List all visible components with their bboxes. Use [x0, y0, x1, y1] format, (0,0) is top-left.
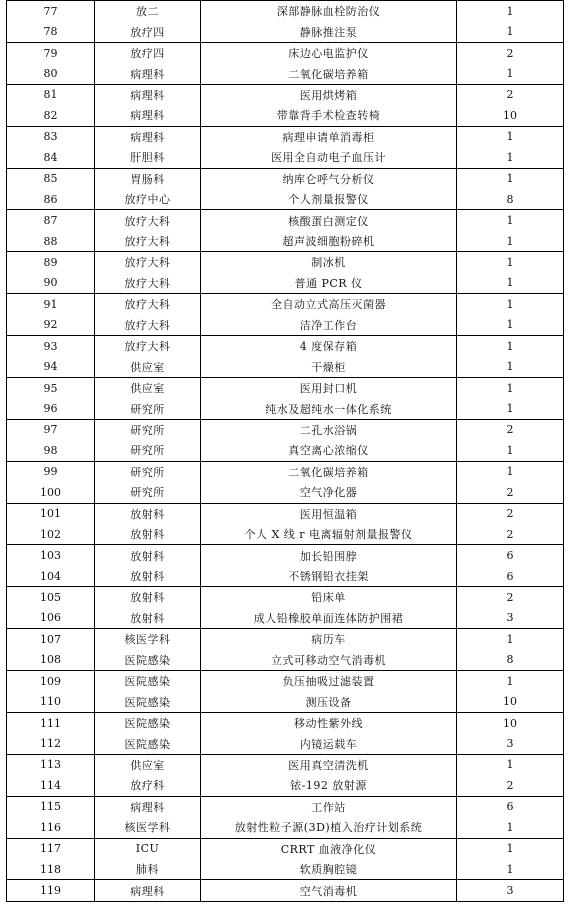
equipment-name-cell: 空气消毒机 [201, 880, 457, 901]
department-cell: 胃肠科 [95, 168, 201, 189]
department-cell: 核医学科 [95, 817, 201, 838]
quantity-cell: 1 [457, 147, 564, 168]
row-number: 115 [7, 796, 95, 817]
row-number: 84 [7, 147, 95, 168]
equipment-table [6, 0, 564, 902]
department-cell: 研究所 [95, 440, 201, 461]
equipment-name-cell: 内镜运载车 [201, 733, 457, 754]
row-number: 118 [7, 859, 95, 880]
quantity-cell: 1 [457, 440, 564, 461]
table-row [7, 126, 564, 147]
equipment-name-cell: 二氧化碳培养箱 [201, 461, 457, 482]
equipment-name-cell: 立式可移动空气消毒机 [201, 650, 457, 671]
table-row [7, 691, 564, 712]
quantity-cell: 1 [457, 377, 564, 398]
table-row [7, 294, 564, 315]
row-number: 90 [7, 273, 95, 294]
equipment-name-cell: 医用封口机 [201, 377, 457, 398]
department-cell: 放疗大科 [95, 252, 201, 273]
table-row [7, 524, 564, 545]
quantity-cell: 1 [457, 126, 564, 147]
equipment-name-cell: 医用全自动电子血压计 [201, 147, 457, 168]
table-row [7, 566, 564, 587]
row-number: 77 [7, 1, 95, 22]
equipment-name-cell: 真空离心浓缩仪 [201, 440, 457, 461]
table-row [7, 63, 564, 84]
department-cell: ICU [95, 838, 201, 859]
quantity-cell: 1 [457, 859, 564, 880]
department-cell: 肝胆科 [95, 147, 201, 168]
row-number: 88 [7, 231, 95, 252]
table-row [7, 859, 564, 880]
quantity-cell: 2 [457, 524, 564, 545]
quantity-cell: 1 [457, 671, 564, 692]
table-row [7, 796, 564, 817]
row-number: 106 [7, 608, 95, 629]
table-row [7, 419, 564, 440]
equipment-name-cell: 超声波细胞粉碎机 [201, 231, 457, 252]
table-row [7, 356, 564, 377]
department-cell: 研究所 [95, 461, 201, 482]
row-number: 86 [7, 189, 95, 210]
table-row [7, 817, 564, 838]
quantity-cell: 1 [457, 754, 564, 775]
department-cell: 放射科 [95, 503, 201, 524]
table-row [7, 754, 564, 775]
equipment-name-cell: 医用恒温箱 [201, 503, 457, 524]
quantity-cell: 1 [457, 210, 564, 231]
quantity-cell: 10 [457, 691, 564, 712]
row-number: 107 [7, 629, 95, 650]
row-number: 80 [7, 63, 95, 84]
row-number: 102 [7, 524, 95, 545]
quantity-cell: 2 [457, 42, 564, 63]
row-number: 104 [7, 566, 95, 587]
table-row [7, 838, 564, 859]
equipment-name-cell: 纯水及超纯水一体化系统 [201, 398, 457, 419]
quantity-cell: 1 [457, 817, 564, 838]
row-number: 100 [7, 482, 95, 503]
table-row [7, 42, 564, 63]
row-number: 91 [7, 294, 95, 315]
table-row [7, 105, 564, 126]
table-row [7, 168, 564, 189]
department-cell: 供应室 [95, 356, 201, 377]
department-cell: 放二 [95, 1, 201, 22]
department-cell: 病理科 [95, 880, 201, 901]
equipment-name-cell: 全自动立式高压灭菌器 [201, 294, 457, 315]
quantity-cell: 6 [457, 566, 564, 587]
quantity-cell: 2 [457, 482, 564, 503]
department-cell: 供应室 [95, 377, 201, 398]
row-number: 105 [7, 587, 95, 608]
table-row [7, 336, 564, 357]
department-cell: 放疗大科 [95, 210, 201, 231]
equipment-name-cell: 静脉推注泵 [201, 21, 457, 42]
department-cell: 放射科 [95, 524, 201, 545]
table-row [7, 733, 564, 754]
department-cell: 医院感染 [95, 733, 201, 754]
equipment-name-cell: 铅床单 [201, 587, 457, 608]
quantity-cell: 1 [457, 168, 564, 189]
table-row [7, 440, 564, 461]
equipment-table-body [7, 1, 564, 902]
equipment-name-cell: 4 度保存箱 [201, 336, 457, 357]
table-row [7, 21, 564, 42]
row-number: 89 [7, 252, 95, 273]
equipment-name-cell: 纳库仑呼气分析仪 [201, 168, 457, 189]
row-number: 93 [7, 336, 95, 357]
quantity-cell: 1 [457, 273, 564, 294]
department-cell: 核医学科 [95, 629, 201, 650]
department-cell: 病理科 [95, 105, 201, 126]
department-cell: 放射科 [95, 608, 201, 629]
equipment-name-cell: 病历车 [201, 629, 457, 650]
row-number: 94 [7, 356, 95, 377]
quantity-cell: 2 [457, 84, 564, 105]
table-row [7, 880, 564, 901]
quantity-cell: 1 [457, 315, 564, 336]
quantity-cell: 6 [457, 545, 564, 566]
equipment-name-cell: 铱-192 放射源 [201, 775, 457, 796]
row-number: 110 [7, 691, 95, 712]
equipment-name-cell: 空气净化器 [201, 482, 457, 503]
table-row [7, 503, 564, 524]
row-number: 113 [7, 754, 95, 775]
department-cell: 肺科 [95, 859, 201, 880]
department-cell: 研究所 [95, 398, 201, 419]
quantity-cell: 1 [457, 461, 564, 482]
row-number: 98 [7, 440, 95, 461]
table-row [7, 398, 564, 419]
table-row [7, 587, 564, 608]
table-row [7, 650, 564, 671]
department-cell: 医院感染 [95, 691, 201, 712]
table-row [7, 482, 564, 503]
department-cell: 放疗科 [95, 775, 201, 796]
row-number: 108 [7, 650, 95, 671]
quantity-cell: 6 [457, 796, 564, 817]
equipment-name-cell: 个人 X 线 r 电离辐射剂量报警仪 [201, 524, 457, 545]
quantity-cell: 2 [457, 419, 564, 440]
table-row [7, 315, 564, 336]
department-cell: 放疗大科 [95, 294, 201, 315]
equipment-name-cell: 负压抽吸过滤装置 [201, 671, 457, 692]
quantity-cell: 3 [457, 608, 564, 629]
quantity-cell: 1 [457, 294, 564, 315]
row-number: 116 [7, 817, 95, 838]
equipment-name-cell: 测压设备 [201, 691, 457, 712]
row-number: 85 [7, 168, 95, 189]
department-cell: 放射科 [95, 566, 201, 587]
table-row [7, 210, 564, 231]
department-cell: 放疗四 [95, 42, 201, 63]
department-cell: 病理科 [95, 63, 201, 84]
equipment-name-cell: 普通 PCR 仪 [201, 273, 457, 294]
equipment-name-cell: 移动性紫外线 [201, 712, 457, 733]
table-row [7, 461, 564, 482]
quantity-cell: 1 [457, 356, 564, 377]
quantity-cell: 10 [457, 712, 564, 733]
quantity-cell: 8 [457, 189, 564, 210]
equipment-name-cell: 加长铅围脖 [201, 545, 457, 566]
equipment-name-cell: CRRT 血液净化仪 [201, 838, 457, 859]
equipment-name-cell: 不锈钢铅衣挂架 [201, 566, 457, 587]
equipment-name-cell: 洁净工作台 [201, 315, 457, 336]
quantity-cell: 1 [457, 63, 564, 84]
quantity-cell: 1 [457, 252, 564, 273]
row-number: 97 [7, 419, 95, 440]
row-number: 111 [7, 712, 95, 733]
table-row [7, 1, 564, 22]
department-cell: 医院感染 [95, 712, 201, 733]
row-number: 78 [7, 21, 95, 42]
quantity-cell: 2 [457, 775, 564, 796]
quantity-cell: 1 [457, 231, 564, 252]
row-number: 79 [7, 42, 95, 63]
table-row [7, 189, 564, 210]
department-cell: 病理科 [95, 84, 201, 105]
table-row [7, 545, 564, 566]
department-cell: 医院感染 [95, 671, 201, 692]
table-row [7, 629, 564, 650]
equipment-name-cell: 软质胸腔镜 [201, 859, 457, 880]
row-number: 101 [7, 503, 95, 524]
row-number: 119 [7, 880, 95, 901]
equipment-name-cell: 二氧化碳培养箱 [201, 63, 457, 84]
table-row [7, 147, 564, 168]
equipment-name-cell: 干燥柜 [201, 356, 457, 377]
equipment-name-cell: 床边心电监护仪 [201, 42, 457, 63]
row-number: 92 [7, 315, 95, 336]
equipment-name-cell: 二孔水浴锅 [201, 419, 457, 440]
quantity-cell: 8 [457, 650, 564, 671]
equipment-name-cell: 放射性粒子源(3D)植入治疗计划系统 [201, 817, 457, 838]
department-cell: 放疗大科 [95, 315, 201, 336]
equipment-name-cell: 带靠背手术检查转椅 [201, 105, 457, 126]
quantity-cell: 1 [457, 336, 564, 357]
equipment-name-cell: 医用真空清洗机 [201, 754, 457, 775]
row-number: 87 [7, 210, 95, 231]
department-cell: 病理科 [95, 796, 201, 817]
row-number: 109 [7, 671, 95, 692]
quantity-cell: 3 [457, 880, 564, 901]
row-number: 99 [7, 461, 95, 482]
row-number: 114 [7, 775, 95, 796]
equipment-name-cell: 成人铅橡胶单面连体防护围裙 [201, 608, 457, 629]
row-number: 95 [7, 377, 95, 398]
row-number: 112 [7, 733, 95, 754]
equipment-name-cell: 个人剂量报警仪 [201, 189, 457, 210]
equipment-name-cell: 医用烘烤箱 [201, 84, 457, 105]
table-row [7, 231, 564, 252]
department-cell: 放疗大科 [95, 336, 201, 357]
row-number: 81 [7, 84, 95, 105]
department-cell: 病理科 [95, 126, 201, 147]
row-number: 117 [7, 838, 95, 859]
department-cell: 放疗四 [95, 21, 201, 42]
quantity-cell: 10 [457, 105, 564, 126]
table-row [7, 377, 564, 398]
quantity-cell: 1 [457, 398, 564, 419]
quantity-cell: 2 [457, 587, 564, 608]
department-cell: 放疗中心 [95, 189, 201, 210]
equipment-name-cell: 核酸蛋白测定仪 [201, 210, 457, 231]
department-cell: 研究所 [95, 482, 201, 503]
department-cell: 医院感染 [95, 650, 201, 671]
equipment-name-cell: 制冰机 [201, 252, 457, 273]
quantity-cell: 1 [457, 838, 564, 859]
table-row [7, 252, 564, 273]
table-row [7, 84, 564, 105]
quantity-cell: 2 [457, 503, 564, 524]
quantity-cell: 1 [457, 629, 564, 650]
quantity-cell: 3 [457, 733, 564, 754]
equipment-name-cell: 工作站 [201, 796, 457, 817]
table-row [7, 273, 564, 294]
department-cell: 放疗大科 [95, 273, 201, 294]
equipment-name-cell: 病理申请单消毒柜 [201, 126, 457, 147]
department-cell: 放射科 [95, 545, 201, 566]
row-number: 96 [7, 398, 95, 419]
department-cell: 供应室 [95, 754, 201, 775]
table-row [7, 608, 564, 629]
table-row [7, 712, 564, 733]
table-row [7, 671, 564, 692]
department-cell: 放疗大科 [95, 231, 201, 252]
department-cell: 放射科 [95, 587, 201, 608]
row-number: 83 [7, 126, 95, 147]
table-row [7, 775, 564, 796]
row-number: 82 [7, 105, 95, 126]
row-number: 103 [7, 545, 95, 566]
equipment-name-cell: 深部静脉血栓防治仪 [201, 1, 457, 22]
quantity-cell: 1 [457, 1, 564, 22]
quantity-cell: 1 [457, 21, 564, 42]
department-cell: 研究所 [95, 419, 201, 440]
